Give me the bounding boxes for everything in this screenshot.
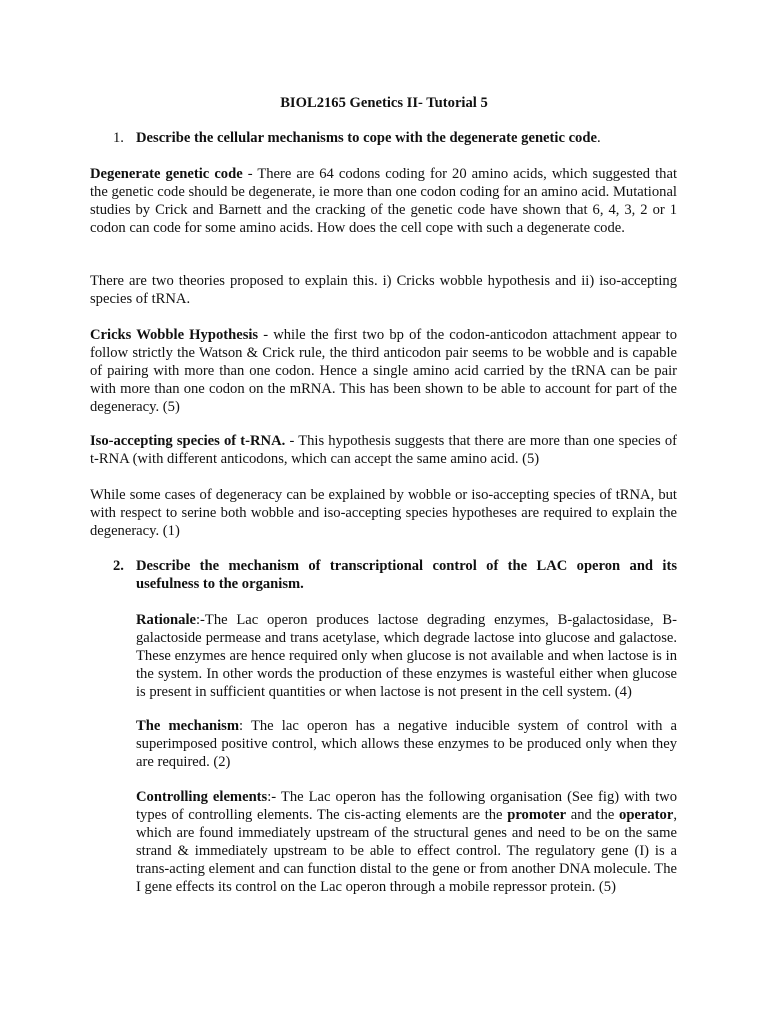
paragraph-mechanism [136, 717, 677, 771]
document-title: BIOL2165 Genetics II- Tutorial 5 [280, 95, 488, 111]
paragraph-iso-accepting [90, 432, 677, 468]
text-controlling-b: and the [566, 807, 620, 823]
term-operator: operator [619, 807, 674, 823]
question-1-text [136, 129, 601, 147]
heading-iso-accepting: Iso-accepting species of t-RNA. [90, 433, 286, 449]
heading-controlling-elements: Controlling elements [136, 789, 268, 805]
text-iso-accepting: - This hypothesis suggests that there are more than one species of t-RNA (with different anticodons, which can accept the same amino acid. (5) [90, 433, 677, 467]
question-1-label: Describe the cellular mechanisms to cope with the degenerate genetic code [136, 130, 597, 146]
question-2-number: 2. [113, 558, 124, 574]
heading-mechanism: The mechanism [136, 718, 240, 734]
text-degenerate-code: - There are 64 codons coding for 20 amino acids, which suggested that the genetic code should be degenerate, ie more than one codon coding for an amino acid. Mutational studies by Crick and Barnett and the cracking of the genetic code have shown that 6, 4, 3, 2 or 1 codon can code for some amino acids. How does the cell cope with such a degenerate code. [90, 166, 677, 236]
paragraph-rationale [136, 611, 677, 701]
paragraph-serine: While some cases of degeneracy can be explained by wobble or iso-accepting species of tRNA, but with respect to serine both wobble and iso-accepting species hypotheses are required to explain the degeneracy. (1) [90, 487, 677, 539]
paragraph-theories: There are two theories proposed to explain this. i) Cricks wobble hypothesis and ii) iso-accepting species of tRNA. [90, 273, 677, 307]
question-2-text: Describe the mechanism of transcriptional control of the LAC operon and its usefulness to the organism. [136, 558, 677, 592]
paragraph-controlling-elements [136, 788, 677, 896]
text-mechanism: : The lac operon has a negative inducible system of control with a superimposed positive control, which allows these enzymes to be produced only when they are required. (2) [136, 718, 677, 770]
heading-wobble: Cricks Wobble Hypothesis [90, 327, 259, 343]
text-rationale: :-The Lac operon produces lactose degrading enzymes, B-galactosidase, B-galactoside permease and trans acetylase, which degrade lactose into glucose and galactose. These enzymes are hence required only when glucose is not available and when lactose is in the system. In other words the production of these enzymes is wasteful either when glucose is present in sufficient quantities or when lactose is not present in the cell system. (4) [136, 612, 677, 700]
question-1-number: 1. [113, 130, 124, 146]
question-1-period: . [596, 130, 601, 146]
paragraph-wobble [90, 326, 677, 416]
heading-degenerate-code: Degenerate genetic code [90, 166, 243, 182]
text-controlling-c: , which are found immediately upstream of the structural genes and need to be on the same strand & immediately upstream to be able to effect control. The regulatory gene (I) is a trans-acting element and can function distal to the gene or from another DNA molecule. The I gene effects its control on the Lac operon through a mobile repressor protein. (5) [136, 807, 677, 895]
question-2 [113, 557, 677, 593]
paragraph-degenerate-code [90, 165, 677, 237]
text-wobble: - while the first two bp of the codon-anticodon attachment appear to follow strictly the Watson & Crick rule, the third anticodon pair seems to be wobble and is capable of pairing with more than one codon. Hence a single amino acid carried by the tRNA can be pair with more than one codon on the mRNA. This has been shown to be able to account for part of the degeneracy. (5) [90, 327, 678, 415]
text-controlling-a: :- The Lac operon has the following organisation (See fig) with two types of controlling elements. The cis-acting elements are the [136, 789, 677, 823]
term-promoter: promoter [507, 807, 567, 823]
heading-rationale: Rationale [136, 612, 196, 628]
